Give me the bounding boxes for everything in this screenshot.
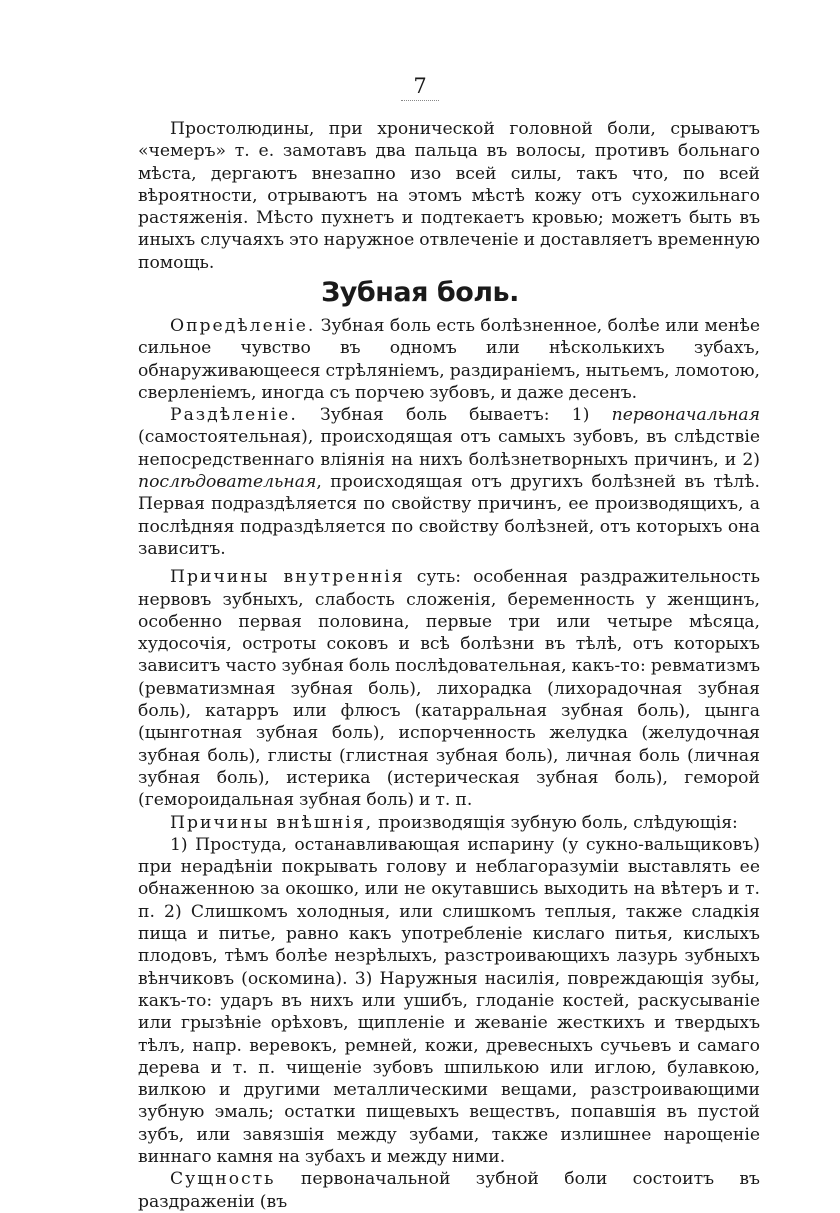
external-causes-text: производящія зубную боль, слѣдующія: bbox=[373, 812, 738, 833]
division-text-c: , происходящая отъ другихъ болѣзней въ тѣлѣ. Первая подраздѣляется по свойству причинъ, ее производящихъ, а послѣдняя подраздѣляется по свойству болѣзней, отъ которыхъ она зависитъ. bbox=[138, 472, 760, 559]
section-body bbox=[138, 315, 760, 1213]
intro-paragraph: Простолюдины, при хронической головной боли, срываютъ «чемеръ» т. е. замотавъ два пальца въ волосы, противъ больнаго мѣста, дергаютъ внезапно изо всей силы, такъ что, по всей вѣроятности, отрываютъ на этомъ мѣстѣ кожу отъ сухожильнаго растяженія. Мѣсто пухнетъ и подтекаетъ кровью; можетъ быть въ иныхъ случаяхъ это наружное отвлеченіе и доставляетъ временную помощь. bbox=[138, 119, 760, 273]
section-heading: Зубная боль. bbox=[321, 277, 519, 308]
margin-mark bbox=[742, 738, 752, 739]
external-causes-list: 1) Простуда, останавливающая испарину (у сукно-вальщиковъ) при нерадѣніи покрывать голову и неблагоразуміи выставлять ее обнаженною за окошко, или не окутавшись выходить на вѣтеръ и т. п. 2) Слишкомъ холодныя, или слишкомъ теплыя, также сладкія пища и питье, равно какъ употребленіе кислаго питья, кислыхъ плодовъ, тѣмъ болѣе незрѣлыхъ, разстроивающихъ лазурь зубныхъ вѣнчиковъ (оскомина). 3) Наружныя насилія, повреждающія зубы, какъ-то: ударъ въ нихъ или ушибъ, глоданіе костей, раскусываніе или грызѣніе орѣховъ, щипленіе и жеваніе жесткихъ и твердыхъ тѣлъ, напр. веревокъ, ремней, кожи, древесныхъ сучьевъ и самаго дерева и т. п. чищеніе зубовъ шпилькою или иглою, булавкою, вилкою и другими металлическими вещами, разстроивающими зубную эмаль; остатки пищевыхъ веществъ, попавшія въ пустой зубъ, или завязшія между зубами, также излишнее нарощеніе виннаго камня на зубахъ и между ними. bbox=[138, 834, 760, 1167]
division-term: Раздѣленіе. bbox=[170, 405, 298, 426]
external-causes-term: Причины внѣшнія, bbox=[170, 812, 374, 833]
definition-term: Опредѣленіе. bbox=[170, 316, 316, 336]
essence-text: первоначальной зубной боли состоитъ въ раздраженіи (въ bbox=[138, 1169, 760, 1212]
internal-causes-text: суть: особенная раздражительность нервовъ зубныхъ, слабость сложенія, беременность у женщинъ, особенно первая половина, первые три или четыре мѣсяца, худосочія, остроты соковъ и всѣ болѣзни въ тѣлѣ, отъ которыхъ зависитъ часто зубная боль послѣдовательная, какъ-то: ревматизмъ (ревматизмная зубная боль), лихорадка (лихорадочная зубная боль), катарръ или флюсъ (катарральная зубная боль), цынга (цынготная зубная боль), испорченность желудка (желудочная зубная боль), глисты (глистная зубная боль), личная боль (личная зубная боль), истерика (истерическая зубная боль), геморой (гемороидальная зубная боль) и т. п. bbox=[138, 567, 760, 811]
external-causes-paragraph bbox=[138, 812, 760, 834]
intro-text-block bbox=[138, 118, 760, 274]
division-italic-a: первоначальная bbox=[611, 405, 760, 426]
page-number: 7 bbox=[0, 74, 840, 101]
definition-text: Зубная боль есть болѣзненное, болѣе или менѣе сильное чувство въ одномъ или нѣсколькихъ зубахъ, обнаруживающееся стрѣляніемъ, раздираніемъ, нытьемъ, ломотою, сверленіемъ, иногда съ порчею зубовъ, и даже десенъ. bbox=[138, 316, 760, 403]
internal-causes-paragraph bbox=[138, 566, 760, 811]
division-italic-b: послѣдовательная bbox=[138, 472, 317, 493]
division-paragraph bbox=[138, 404, 760, 560]
division-text-b: (самостоятельная), происходящая отъ самыхъ зубовъ, въ слѣдствіе непосредственнаго вліянія на нихъ болѣзнетворныхъ причинъ, и 2) bbox=[138, 427, 760, 470]
internal-causes-term: Причины внутреннія bbox=[170, 567, 405, 588]
division-text-a: Зубная боль бываетъ: 1) bbox=[297, 405, 612, 426]
definition-paragraph bbox=[138, 315, 760, 404]
essence-term: Сущность bbox=[170, 1169, 276, 1190]
